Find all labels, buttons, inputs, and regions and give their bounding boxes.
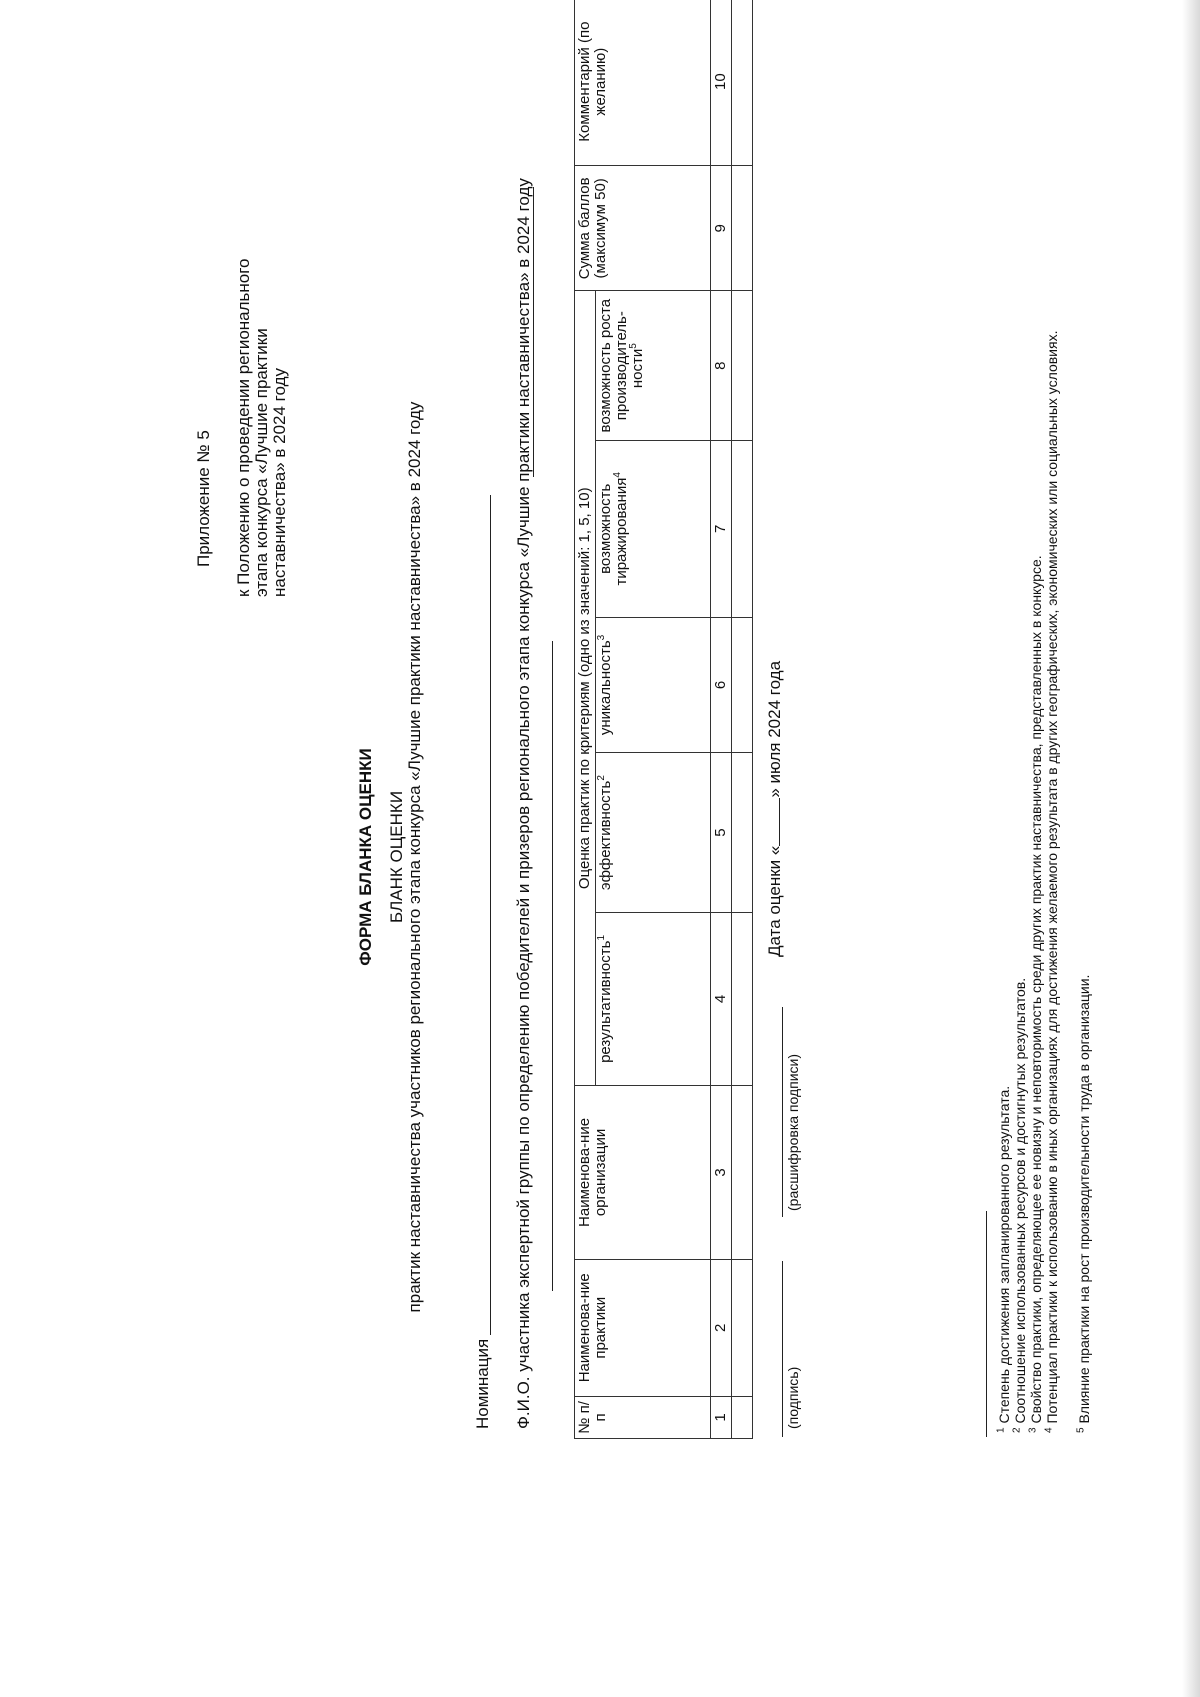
header-replication: возможность тиражирования$^4$ [596,440,711,617]
footnote-3: $^3$ Свойство практики, определяющее ее новизну и неповторимость среди других практик наставничества, представленных в конкурсе. [1027,555,1044,1433]
footnote-1: $^1$ Степень достижения запланированного результата. [995,1085,1012,1433]
decode-label: (расшифровка подписи) [785,1053,801,1211]
form-title: ФОРМА БЛАНКА ОЦЕНКИ [356,748,375,966]
col-number: 6 [711,617,732,753]
table-empty-cell [732,291,753,441]
table-empty-cell [732,617,753,753]
header-result: результативность$^1$ [596,912,711,1085]
footnote-5: $^5$ Влияние практики на рост производительности труда в организации. [1075,974,1092,1433]
header-criteria-group: Оценка практик по критериям (одно из значений: 1, 5, 10) [575,291,596,1086]
fio-text: Ф.И.О. участника экспертной группы по определению победителей и призеров регионального этапа конкурса «Лучшие практики наставничества» в 2024 году [514,178,533,1429]
col-number: 3 [711,1086,732,1260]
appendix-number: Приложение № 5 [194,430,213,567]
col-number: 4 [711,912,732,1085]
header-sum: Сумма баллов (максимум 50) [575,166,711,291]
col-number: 1 [711,1396,732,1438]
col-number: 9 [711,166,732,291]
table-empty-cell [732,0,753,166]
col-number: 2 [711,1259,732,1396]
header-practice: Наименова-ние практики [575,1259,711,1396]
col-number: 7 [711,440,732,617]
header-num: № п/п [575,1396,711,1438]
header-comment: Комментарий (по желанию) [575,0,711,166]
table-empty-cell [732,1259,753,1396]
table-empty-cell [732,440,753,617]
table-empty-cell [732,912,753,1085]
table-empty-cell [732,1396,753,1438]
evaluation-table [574,0,753,1439]
page-edge-shadow [1182,0,1200,1697]
table-empty-cell [732,166,753,291]
header-org: Наименова-ние организации [575,1086,711,1260]
footnote-separator [986,1211,987,1437]
header-efficiency: эффективность$^2$ [596,753,711,912]
fio-line-upper [533,187,534,477]
form-subtitle-2: практик наставничества участников регионального этапа конкурса «Лучшие практики наставничества» в 2024 году [405,401,424,1313]
evaluation-date: Дата оценки «» июля 2024 года [765,660,784,957]
table-empty-cell [732,1086,753,1260]
col-number: 8 [711,291,732,441]
header-growth: возможность роста производитель-ности$^5$ [596,291,711,441]
signature-label: (подпись) [785,1366,801,1429]
form-subtitle: БЛАНК ОЦЕНКИ [387,790,406,924]
fio-line [552,641,553,1291]
appendix-reference: к Положению о проведении регионального этапа конкурса «Лучшие практики наставничества» в 2024 году [234,258,289,597]
col-number: 10 [711,0,732,166]
col-number: 5 [711,753,732,912]
footnote-2: $^2$ Соотношение использованных ресурсов и достигнутых результатов. [1011,977,1028,1433]
nomination-label: Номинация [473,1338,492,1429]
footnote-4: $^4$ Потенциал практики к использованию в иных организациях для достижения желаемого результата в других географических, экономических или социальных условиях. [1043,330,1060,1433]
table-empty-cell [732,753,753,912]
decode-line [782,1007,783,1217]
nomination-line [490,495,491,1335]
header-unique: уникальность$^3$ [596,617,711,753]
signature-line [782,1261,783,1437]
